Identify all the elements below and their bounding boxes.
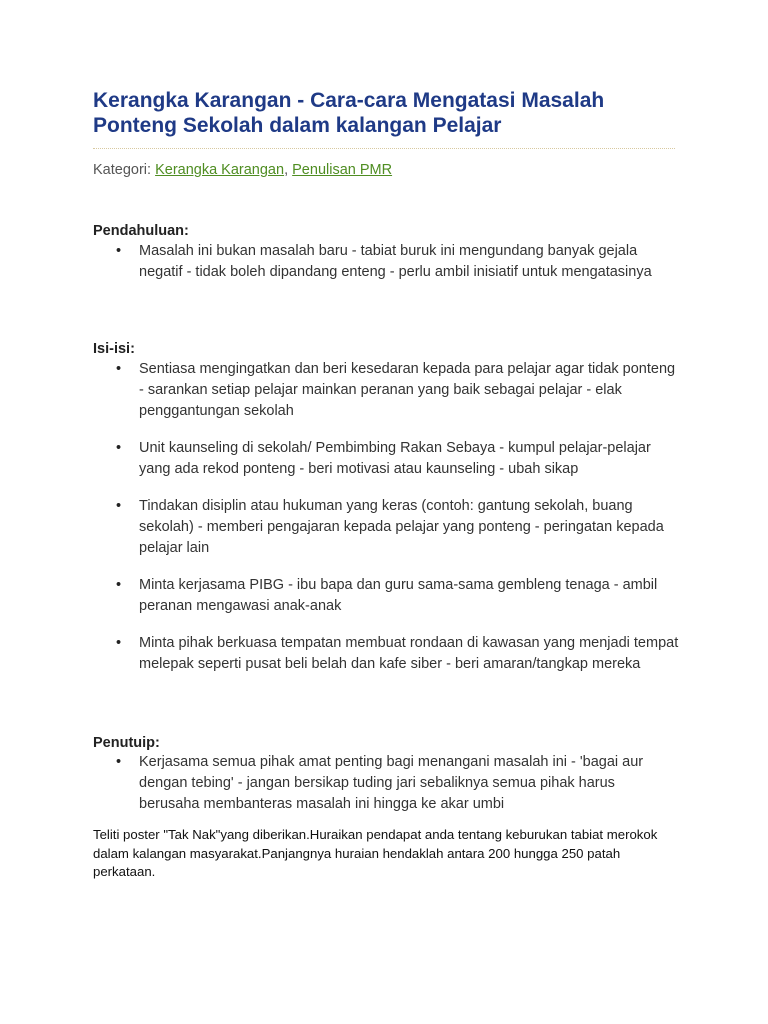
heading-penutup: Penutuip: bbox=[93, 735, 160, 751]
list-item: • Kerjasama semua pihak amat penting bagi menangani masalah ini - 'bagai aur dengan tebing' - jangan bersikap tuding jari sebaliknya semua pihak harus berusaha membanteras masalah ini hingga ke akar umbi bbox=[139, 752, 679, 815]
list-item: • Tindakan disiplin atau hukuman yang keras (contoh: gantung sekolah, buang sekolah) - memberi pengajaran kepada pelajar yang ponteng - peringatan kepada pelajar lain bbox=[139, 496, 679, 559]
assignment-note: Teliti poster "Tak Nak"yang diberikan.Huraikan pendapat anda tentang keburukan tabiat merokok dalam kalangan masyarakat.Panjangnya huraian hendaklah antara 200 hungga 250 patah perkataan. bbox=[93, 827, 658, 879]
category-link-penulisan-pmr[interactable]: Penulisan PMR bbox=[292, 162, 393, 178]
article-title: Kerangka Karangan - Cara-cara Mengatasi Masalah Ponteng Sekolah dalam kalangan Pelajar bbox=[93, 89, 605, 137]
list-item: • Minta pihak berkuasa tempatan membuat rondaan di kawasan yang menjadi tempat melepak seperti pusat beli belah dan kafe siber - beri amaran/tangkap mereka bbox=[139, 633, 679, 675]
category-label: Kategori: bbox=[93, 162, 156, 178]
category-separator: , bbox=[284, 162, 293, 178]
list-item: • Sentiasa mengingatkan dan beri kesedaran kepada para pelajar agar tidak ponteng - sarankan setiap pelajar mainkan peranan yang baik sebagai pelajar - elak penggantungan sekolah bbox=[139, 359, 679, 422]
list-item: • Masalah ini bukan masalah baru - tabiat buruk ini mengundang banyak gejala negatif - tidak boleh dipandang enteng - perlu ambil inisiatif untuk mengatasinya bbox=[139, 241, 679, 283]
list-item: • Unit kaunseling di sekolah/ Pembimbing Rakan Sebaya - kumpul pelajar-pelajar yang ada rekod ponteng - beri motivasi atau kaunseling - ubah sikap bbox=[139, 438, 679, 480]
title-divider bbox=[93, 148, 675, 149]
category-link-kerangka-karangan[interactable]: Kerangka Karangan bbox=[155, 162, 285, 178]
heading-pendahuluan: Pendahuluan: bbox=[93, 223, 189, 239]
heading-isi: Isi-isi: bbox=[93, 341, 135, 357]
list-item: • Minta kerjasama PIBG - ibu bapa dan guru sama-sama gembleng tenaga - ambil peranan mengawasi anak-anak bbox=[139, 575, 679, 617]
category-line bbox=[93, 160, 392, 180]
